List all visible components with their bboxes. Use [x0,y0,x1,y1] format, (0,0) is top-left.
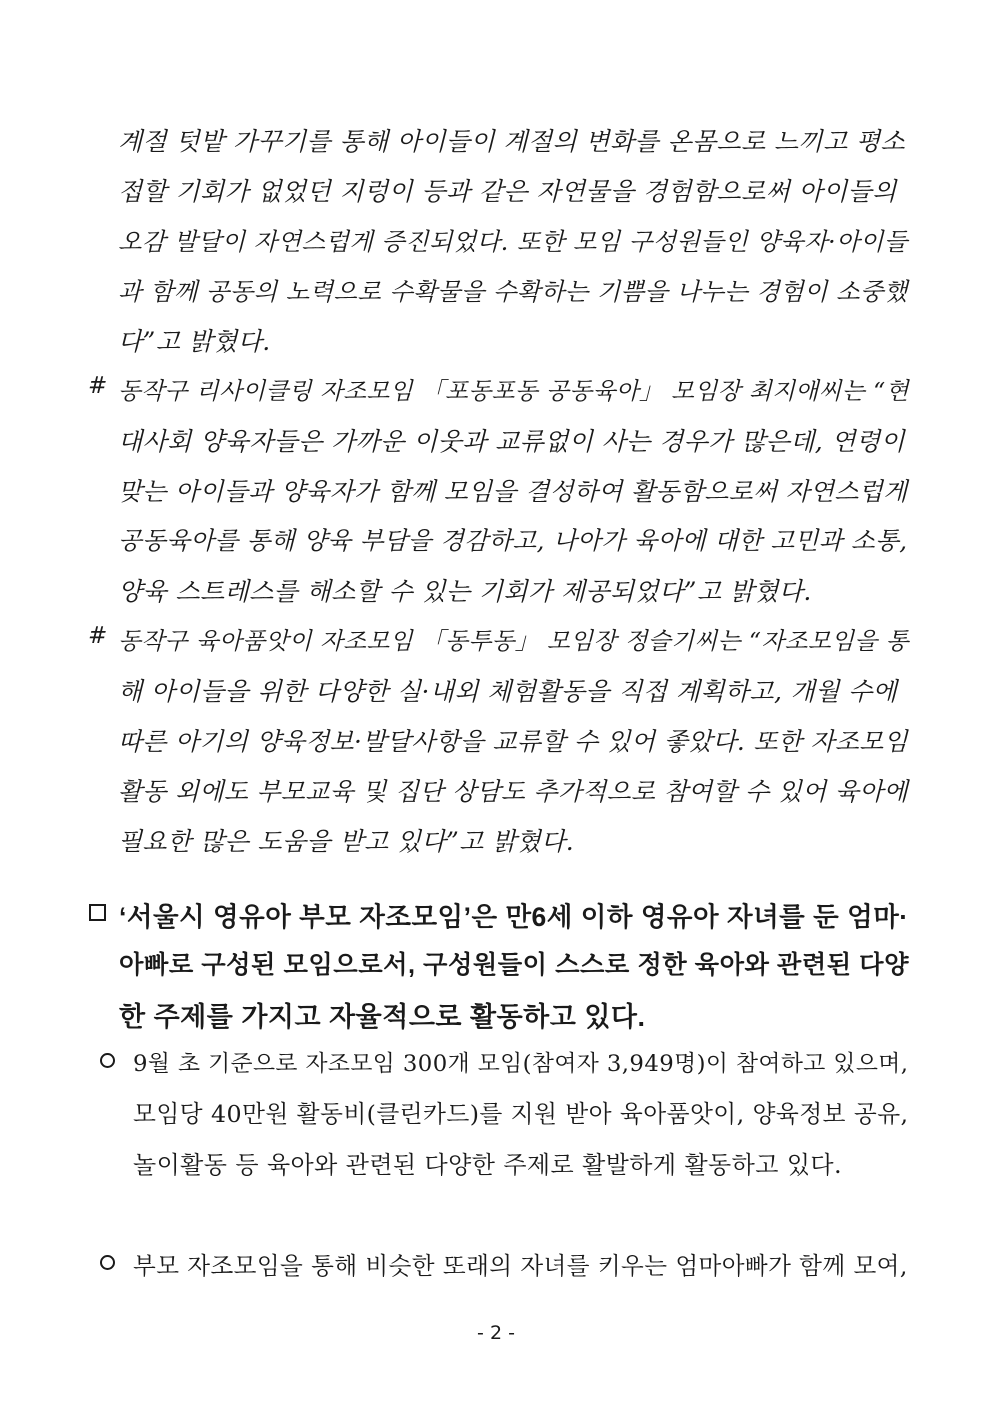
text-line: 필요한 많은 도움을 받고 있다”고 밝혔다. [118,827,575,856]
page-number: - 2 - [477,1322,515,1344]
text-line: 양육 스트레스를 해소할 수 있는 기회가 제공되었다”고 밝혔다. [118,577,812,606]
text-line: 다”고 밝혔다. [118,327,271,356]
text-line: 아빠로 구성된 모임으로서, 구성원들이 스스로 정한 육아와 관련된 다양 [119,951,909,979]
text-line: ‘서울시 영유아 부모 자조모임’은 만6세 이하 영유아 자녀를 둔 엄마· [119,902,909,932]
text-line: 계절 텃밭 가꾸기를 통해 아이들이 계절의 변화를 온몸으로 느끼고 평소 [118,127,906,156]
text-line: 부모 자조모임을 통해 비슷한 또래의 자녀를 키우는 엄마아빠가 함께 모여, [133,1252,908,1280]
circle-bullet-icon [100,1255,115,1270]
text-line: 활동 외에도 부모교육 및 집단 상담도 추가적으로 참여할 수 있어 육아에 [118,777,909,806]
text-line: 해 아이들을 위한 다양한 실·내외 체험활동을 직접 계획하고, 개월 수에 [118,677,898,706]
text-line: 모임당 40만원 활동비(클린카드)를 지원 받아 육아품앗이, 양육정보 공유, [133,1100,909,1128]
text-line: 오감 발달이 자연스럽게 증진되었다. 또한 모임 구성원들인 양육자·아이들 [118,227,908,256]
text-line: 접할 기회가 없었던 지렁이 등과 같은 자연물을 경험함으로써 아이들의 [118,177,897,206]
text-line: 동작구 육아품앗이 자조모임 「동투동」 모임장 정슬기씨는 “자조모임을 통 [118,627,909,655]
text-line: 맞는 아이들과 양육자가 함께 모임을 결성하여 활동함으로써 자연스럽게 [118,477,908,506]
text-line: 과 함께 공동의 노력으로 수확물을 수확하는 기쁨을 나누는 경험이 소중했 [118,277,908,306]
square-bullet-icon [89,904,106,921]
text-line: 공동육아를 통해 양육 부담을 경감하고, 나아가 육아에 대한 고민과 소통, [118,526,908,555]
text-line: 대사회 양육자들은 가까운 이웃과 교류없이 사는 경우가 많은데, 연령이 [118,427,906,456]
text-line: 한 주제를 가지고 자율적으로 활동하고 있다. [119,1002,646,1032]
hash-marker: # [88,373,108,399]
text-line: 따른 아기의 양육정보·발달사항을 교류할 수 있어 좋았다. 또한 자조모임 [118,727,909,756]
circle-bullet-icon [100,1053,115,1068]
text-line: 놀이활동 등 육아와 관련된 다양한 주제로 활발하게 활동하고 있다. [133,1151,843,1179]
text-line: 동작구 리사이클링 자조모임 「포동포동 공동육아」 모임장 최지애씨는 “현 [118,377,909,405]
hash-marker: # [88,623,108,649]
text-line: 9월 초 기준으로 자조모임 300개 모임(참여자 3,949명)이 참여하고 있으며, [133,1051,909,1077]
